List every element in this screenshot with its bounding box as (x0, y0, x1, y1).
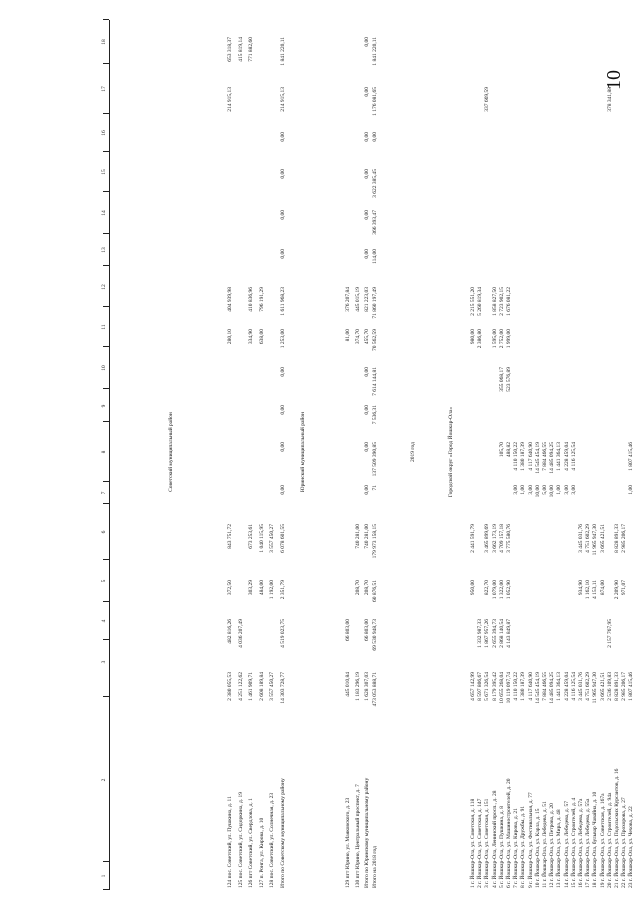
cell-c8: 4 110 150,22 (513, 442, 520, 471)
cell-c3: 4 110 150,22 (513, 672, 520, 701)
cell-c5: 1 322,00 (498, 580, 505, 600)
cell-c4: 66 803,00 (345, 619, 351, 641)
cell-c3: 2 985 206,17 (621, 672, 628, 701)
cell-c8: 105,70 (498, 442, 505, 458)
cell-c6: 843 751,72 (227, 524, 233, 549)
row-name: 12 г. Йошкар-Ола, ул. Петрова, д. 20 (549, 803, 556, 888)
cell-c5: 934,90 (578, 580, 584, 596)
cell-c5: 2 209,90 (614, 580, 620, 600)
row-name: 126 пгт Советский, ул. Свердлова, д. 1 (248, 798, 254, 888)
cell-c5: 208,70 (354, 580, 361, 596)
cell-c17: 214 915,13 (279, 87, 286, 112)
column-number: 7 (101, 491, 107, 495)
row-name: 8 г. Йошкар-Ола, ул. Дружбы, д. 91 (520, 805, 527, 888)
cell-c5: 1 079,00 (491, 580, 498, 600)
row-name: Итого по Юринскому муниципальному району (364, 777, 370, 888)
cell-c5: 208,70 (364, 580, 370, 596)
cell-c6: 673 253,61 (248, 524, 254, 549)
cell-c9: 7 536,31 (372, 405, 378, 425)
cell-c4: 4 143 849,87 (506, 619, 512, 648)
column-number: 18 (101, 39, 107, 45)
cell-c12: 821 223,03 (364, 287, 370, 312)
cell-c3: 445 010,84 (345, 672, 351, 697)
cell-c3: 4 228 459,04 (563, 672, 570, 701)
cell-c5: 1 192,00 (269, 580, 275, 600)
cell-c4: 482 816,26 (227, 619, 233, 644)
cell-c15: 3 622 385,45 (372, 169, 378, 198)
cell-c7: 0,00 (364, 485, 370, 495)
column-number: 4 (101, 619, 107, 623)
cell-c3: 11 965 947,30 (592, 672, 599, 704)
cell-c4: 2 868 140,54 (498, 619, 505, 648)
cell-c15: 0,00 (279, 169, 286, 179)
column-number: 1 (101, 874, 107, 878)
cell-c3: 10 655 268,04 (498, 672, 505, 704)
cell-c8: 4 228 459,04 (563, 442, 570, 471)
cell-c14: 0,00 (279, 210, 286, 220)
cell-c3: 2 608 189,84 (258, 672, 265, 701)
cell-c12: 376 207,84 (345, 287, 351, 312)
cell-c5: 303,29 (248, 580, 254, 596)
row-name: 129 пгт Юрино, ул. Маяковского, д. 23 (345, 797, 351, 888)
cell-c3: 8 828 891,33 (614, 672, 620, 701)
row-name: 18 г. Йошкар-Ола, бульвар Чавайна, д. 10 (592, 791, 599, 888)
cell-c6: 3 445 031,76 (578, 524, 584, 553)
cell-c5: 484,00 (258, 580, 265, 596)
cell-c10: 0,00 (279, 367, 286, 377)
cell-c11: 334,90 (248, 329, 254, 345)
cell-c12: 1 676 081,22 (506, 287, 512, 316)
row-name: 124 пос. Советский, ул. Пушкина, д. 11 (227, 796, 233, 888)
cell-c4: 4 519 023,75 (279, 619, 286, 648)
row-name: 22 г. Йошкар-Ола, ул. Прохорова, д. 27 (621, 797, 628, 888)
row-name: 3 г. Йошкар-Ола, ул. Советская, д. 151 (484, 798, 491, 888)
table-header-rule (109, 20, 110, 890)
cell-c13: 0,00 (364, 249, 370, 259)
cell-c12: 445 015,19 (354, 287, 361, 312)
cell-c10: 0,00 (364, 367, 370, 377)
cell-c11: 374,70 (354, 329, 361, 345)
cell-c5: 2 351,79 (279, 580, 286, 600)
cell-c11: 1 999,00 (506, 329, 512, 349)
cell-c4: 1 332 987,33 (477, 619, 484, 648)
cell-c12: 5 260 819,34 (477, 287, 484, 316)
section-title-sovetsky: Советский муниципальный район (168, 412, 174, 492)
row-name: Итого на 2018 год (372, 846, 378, 888)
cell-c15: 0,00 (364, 169, 370, 179)
cell-c5: 1 052,90 (506, 580, 512, 600)
cell-c3: 14 485 094,25 (549, 672, 556, 704)
row-name: 6 г. Йошкар-Ола, ул. Машиностроителей, д. 20 (506, 778, 512, 888)
cell-c8: 1 807 415,46 (628, 442, 635, 471)
cell-c5: 4 153,11 (592, 580, 599, 600)
cell-c5: 874,00 (599, 580, 606, 596)
cell-c8: 7 884 466,55 (542, 442, 548, 471)
cell-c3: 4 116 125,54 (570, 672, 577, 701)
cell-c12: 404 939,98 (227, 287, 233, 312)
cell-c7: 0,00 (279, 485, 286, 495)
cell-c4: 2 655 394,73 (491, 619, 498, 648)
cell-c3: 1 380 187,39 (520, 672, 527, 701)
cell-c17: 378 341,88 (606, 87, 613, 112)
column-number: 8 (101, 450, 107, 454)
cell-c3: 3 445 031,76 (578, 672, 584, 701)
cell-c7: 1,00 (556, 485, 563, 495)
cell-c12: 71 860 197,49 (372, 287, 378, 319)
cell-c18: 0,00 (364, 37, 370, 47)
cell-c3: 14 303 728,77 (279, 672, 286, 704)
row-name: 125 пос. Советский, ул. Сидоркина, д. 19 (237, 791, 244, 888)
cell-c6: 2 985 206,17 (621, 524, 628, 553)
cell-c5: 60 876,51 (372, 580, 378, 602)
cell-c5: 822,70 (484, 580, 491, 596)
cell-c8: 1 441 364,13 (556, 442, 563, 471)
cell-c3: 3 557 450,27 (269, 672, 275, 701)
column-divider (103, 559, 109, 560)
column-number: 11 (101, 324, 107, 330)
cell-c3: 4 117 640,90 (527, 672, 534, 701)
cell-c11: 980,00 (470, 329, 476, 345)
column-number: 2 (101, 778, 107, 782)
column-number: 10 (101, 365, 107, 371)
row-name: 130 пгт Юрино, Центральный проспект, д. 7 (354, 784, 361, 888)
column-number: 15 (101, 169, 107, 175)
row-name: 15 г. Йошкар-Ола, ул. Строителей, д. 4 (570, 797, 577, 888)
cell-c6: 740 281,00 (364, 524, 370, 549)
cell-c3: 5 671 326,54 (484, 672, 491, 701)
cell-c18: 653 318,37 (227, 37, 233, 62)
row-name: 21 г. Йошкар-Ола, ул. Подольских Курсантов, д. 16 (614, 768, 620, 888)
cell-c3: 3 665 421,51 (599, 672, 606, 701)
cell-c3: 473 053 888,71 (372, 672, 378, 707)
cell-c3: 1 183 296,19 (354, 672, 361, 701)
row-name: 7 г. Йошкар-Ола, ул. Кирова, д. 21 (513, 808, 520, 888)
column-number: 16 (101, 130, 107, 136)
cell-c5: 950,00 (470, 580, 476, 596)
cell-c11: 1 253,00 (279, 329, 286, 349)
cell-c8: 0,00 (364, 442, 370, 452)
cell-c4: 66 803,00 (364, 619, 370, 641)
row-name: 11 г. Йошкар-Ола, ул. Лебедева, д. 51 (542, 801, 548, 888)
cell-c3: 7 884 466,55 (542, 672, 548, 701)
row-name: 14 г. Йошкар-Ола, ул. Лебедева, д. 57 (563, 801, 570, 888)
column-number: 12 (101, 284, 107, 290)
cell-c17: 1 176 081,65 (372, 87, 378, 116)
row-name: 19 г. Йошкар-Ола, ул. Советская, д. 167а (599, 793, 606, 888)
row-name: 17 г. Йошкар-Ола, ул. Лебедева, д. 55а (585, 798, 592, 888)
cell-c6: 3 665 421,51 (599, 524, 606, 553)
cell-c8: 137 509 390,85 (372, 442, 378, 477)
cell-c6: 8 828 891,33 (614, 524, 620, 553)
cell-c8: 488,82 (506, 442, 512, 458)
cell-c3: 1 807 415,46 (628, 672, 635, 701)
column-number: 6 (101, 530, 107, 534)
cell-c17: 0,00 (364, 87, 370, 97)
cell-c9: 0,00 (279, 405, 286, 415)
cell-c7: 71 (372, 485, 378, 491)
cell-c16: 0,00 (364, 132, 370, 142)
cell-c6: 3 662 173,19 (491, 524, 498, 553)
cell-c8: 1 380 187,39 (520, 442, 527, 471)
cell-c17: 337 669,59 (484, 87, 491, 112)
row-name: 5 г. Йошкар-Ола, ул. Пушкина, д. 8 (498, 806, 505, 888)
row-name: 4 г. Йошкар-Ола, Ленинский просп., д. 28 (491, 790, 498, 888)
cell-c11: 1 595,00 (491, 329, 498, 349)
cell-c3: 10 119 097,74 (506, 672, 512, 704)
cell-c11: 70 562,59 (372, 329, 378, 351)
row-name: Итого по Советскому муниципальному району (279, 778, 286, 888)
cell-c6: 2 441 591,79 (470, 524, 476, 553)
cell-c7: 10,00 (549, 485, 556, 498)
cell-c3: 1 461 909,71 (248, 672, 254, 701)
row-name: 9 г. Йошкар-Ола, ул. Фестивальная, д. 77 (527, 792, 534, 888)
cell-c11: 280,10 (227, 329, 233, 345)
cell-c5: 1 162,10 (585, 580, 592, 600)
cell-c11: 2 752,00 (498, 329, 505, 349)
cell-c7: 3,00 (570, 485, 577, 495)
cell-c5: 372,50 (227, 580, 233, 596)
row-name: 10 г. Йошкар-Ола, ул. Карла, д. 15 (534, 808, 541, 888)
cell-c12: 796 191,29 (258, 287, 265, 312)
cell-c11: 638,00 (258, 329, 265, 345)
cell-c13: 114,00 (372, 249, 378, 264)
section-title-gorodskoy: Городской округ «Город Йошкар-Ола» (448, 406, 454, 498)
cell-c3: 8 597 806,67 (477, 672, 484, 701)
cell-c7: 5,00 (542, 485, 548, 495)
cell-c3: 8 179 395,42 (491, 672, 498, 701)
cell-c18: 1 841 220,11 (372, 37, 378, 66)
cell-c4: 69 530 948,73 (372, 619, 378, 651)
cell-c4: 4 036 207,49 (237, 619, 244, 648)
cell-c3: 14 545 454,19 (534, 672, 541, 704)
cell-c16: 0,00 (372, 132, 378, 142)
cell-c3: 4 657 142,99 (470, 672, 476, 701)
cell-c8: 0,00 (279, 442, 286, 452)
cell-c18: 1 841 220,11 (279, 37, 286, 66)
cell-c12: 2 215 551,20 (470, 287, 476, 316)
cell-c7: 10,00 (534, 485, 541, 498)
cell-c7: 3,00 (513, 485, 520, 495)
cell-c6: 4 751 602,29 (585, 524, 592, 553)
cell-c14: 0,00 (364, 210, 370, 220)
page-number: 10 (603, 70, 625, 90)
cell-c3: 4 251 122,62 (237, 672, 244, 701)
row-name: 127 п. Ронга, ул. Кирова, д. 10 (258, 817, 265, 888)
cell-c8: 14 545 454,19 (534, 442, 541, 474)
column-number: 3 (101, 660, 107, 664)
cell-c11: 455,70 (364, 329, 370, 345)
cell-c6: 3 775 580,76 (506, 524, 512, 553)
cell-c7: 1,00 (520, 485, 527, 495)
row-name: 16 г. Йошкар-Ола, ул. Лебедева, д. 57а (578, 798, 584, 888)
column-number: 17 (101, 86, 107, 92)
cell-c6: 740 281,00 (354, 524, 361, 549)
column-number: 14 (101, 210, 107, 216)
cell-c6: 11 965 947,30 (592, 524, 599, 556)
cell-c12: 1 611 968,23 (279, 287, 286, 316)
cell-c3: 1 628 307,03 (364, 672, 370, 701)
column-number: 5 (101, 579, 107, 583)
cell-c12: 1 858 827,50 (491, 287, 498, 316)
cell-c8: 4 117 640,90 (527, 442, 534, 471)
cell-c12: 410 836,96 (248, 287, 254, 312)
row-name: 13 г. Йошкар-Ола, ул. Мира, д. 48 (556, 809, 563, 888)
cell-c4: 2 157 767,95 (606, 619, 613, 648)
cell-c3: 2 380 055,53 (227, 672, 233, 701)
cell-c6: 4 709 157,18 (498, 524, 505, 553)
cell-c6: 3 557 450,27 (269, 524, 275, 553)
cell-c6: 3 465 899,69 (484, 524, 491, 553)
row-name: 2 г. Йошкар-Ола, ул. Советская, д. 147 (477, 798, 484, 888)
cell-c7: 3,00 (563, 485, 570, 495)
row-name: 128 пос. Советский, ул. Солнечная, д. 23 (269, 792, 275, 888)
section-title-yurinsky: Юринский муниципальный район (300, 411, 306, 493)
column-divider (103, 19, 109, 20)
cell-c6: 1 040 115,95 (258, 524, 265, 553)
cell-c16: 0,00 (279, 132, 286, 142)
row-name: 1 г. Йошкар-Ола, ул. Советская, д. 118 (470, 798, 476, 888)
cell-c6: 6 078 601,55 (279, 524, 286, 553)
cell-c9: 0,00 (364, 405, 370, 415)
cell-c18: 415 819,14 (237, 37, 244, 62)
cell-c10: 7 614 144,81 (372, 367, 378, 396)
cell-c12: 2 723 902,15 (498, 287, 505, 316)
section-title-year-2019: 2019 год (410, 442, 416, 462)
cell-c6: 179 973 158,15 (372, 524, 378, 559)
cell-c3: 2 536 109,83 (606, 672, 613, 701)
cell-c10: 355 068,17 (498, 367, 505, 392)
cell-c10: 523 576,89 (506, 367, 512, 392)
column-number: 9 (101, 404, 107, 408)
column-divider (103, 696, 109, 697)
cell-c17: 214 915,13 (227, 87, 233, 112)
cell-c8: 14 485 094,25 (549, 442, 556, 474)
cell-c11: 81,00 (345, 329, 351, 342)
cell-c4: 1 867 957,26 (484, 619, 491, 648)
cell-c5: 971,07 (621, 580, 628, 596)
cell-c11: 2 386,80 (477, 329, 484, 349)
cell-c13: 0,00 (279, 249, 286, 259)
row-name: 20 г. Йошкар-Ола, ул. Строителей, д. 94а (606, 792, 613, 888)
column-divider (103, 63, 109, 64)
cell-c18: 771 882,60 (248, 37, 254, 62)
cell-c3: 4 751 602,29 (585, 672, 592, 701)
cell-c8: 4 116 125,54 (570, 442, 577, 471)
column-number: 13 (101, 247, 107, 253)
row-name: 23 г. Йошкар-Ола, ул. Чехова, д. 22 (628, 806, 635, 888)
cell-c14: 366 393,47 (372, 210, 378, 235)
cell-c3: 1 441 364,13 (556, 672, 563, 701)
cell-c7: 3,00 (527, 485, 534, 495)
cell-c7: 1,00 (628, 485, 635, 495)
